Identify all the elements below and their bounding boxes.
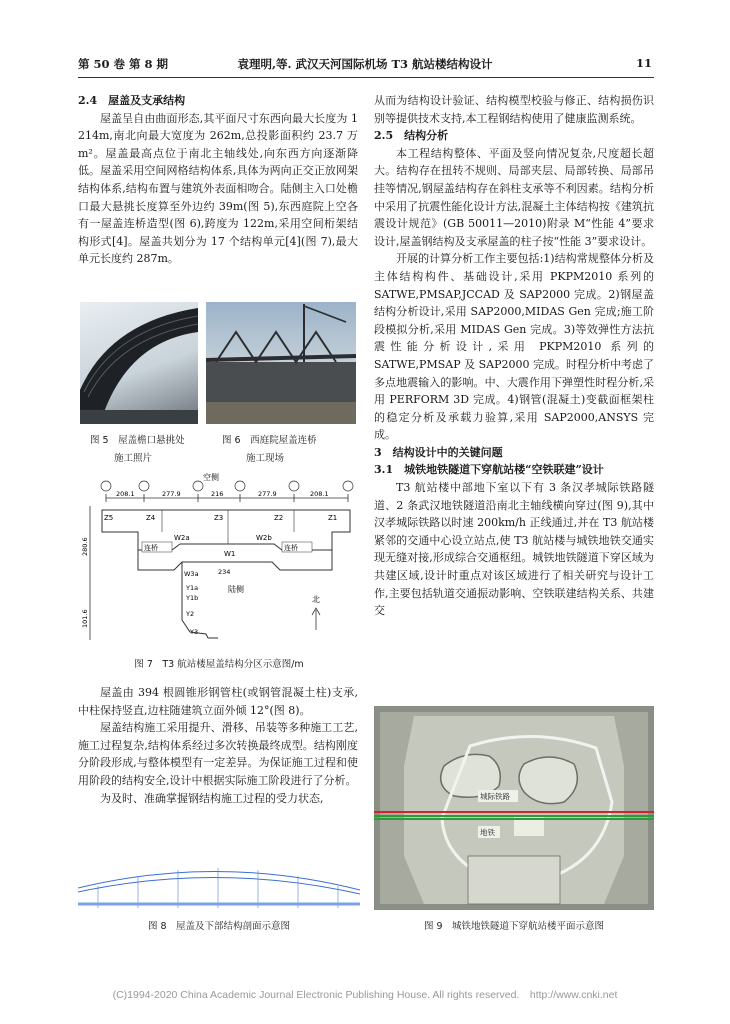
- figure-8-section-drawing: [78, 860, 360, 910]
- figure-5-caption: 图 5 屋盖檐口悬挑处 施工照片: [90, 435, 185, 464]
- left-column-top: [78, 92, 358, 268]
- figure-5-photo: [80, 302, 198, 424]
- unit-W2b: W2b: [256, 534, 272, 542]
- figure-6-caption: 图 6 西庭院屋盖连桥 施工现场: [222, 435, 317, 464]
- unit-Z3: Z3: [214, 514, 224, 522]
- paragraph-software: 开展的计算分析工作主要包括:1)结构常规整体分析及主体结构构件、基础设计,采用 PKPM2010 系列的 SATWE,PMSAP,JCCAD 及 SAP2000 完成。2)钢屋盖结构分析设计,采用 SAP2000,MIDAS Gen 完成;施工阶段模拟分析,采用 MIDAS Gen 完成。3)等效弹性方法抗震性能分析设计,采用 PKPM2010 系列的 SATWE,PMSAP 及 SAP2000 完成。时程分析中考虑了多点地震输入的影响。中、大震作用下弹塑性时程分析,采用 PERFORM 3D 完成。4)钢管(混凝土)变截面框架柱的稳定分析及承载力验算,采用 SAP2000,ANSYS 完成。: [374, 252, 654, 442]
- unit-W1: W1: [224, 550, 236, 558]
- paragraph-monitoring-cont: 从而为结构设计验证、结构模型校验与修正、结构损伤识别等提供技术支持,本工程钢结构使用了健康监测系统。: [374, 94, 654, 125]
- figure-7-diagram: [78, 470, 360, 648]
- figure-9-caption: 图 9 城铁地铁隧道下穿航站楼平面示意图: [423, 921, 605, 932]
- journal-volume: 第 50 卷 第 8 期: [78, 57, 169, 71]
- figure-8-caption: 图 8 屋盖及下部结构剖面示意图: [147, 921, 291, 932]
- airside-label: 空侧: [203, 473, 219, 482]
- copyright-footer: (C)1994-2020 China Academic Journal Electronic Publishing House. All rights reserved. http://www.cnki.net: [112, 989, 618, 1001]
- dim-2: 277.9: [162, 490, 181, 498]
- dim-3: 216: [211, 490, 224, 498]
- paragraph-construction: 屋盖结构施工采用提升、滑移、吊装等多种施工工艺,施工过程复杂,结构体系经过多次转换最终成型。结构刚度分阶段形成,与整体模型有一定差异。为保证施工过程和使用阶段的结构安全,设计中根据实际施工阶段进行了分析。: [78, 721, 358, 787]
- roof-outline-airside: [102, 510, 350, 550]
- dim-5: 208.1: [310, 490, 329, 498]
- unit-Y3: Y3: [190, 628, 199, 636]
- section-heading-2-5: 2.5 结构分析: [374, 129, 449, 143]
- dim-1: 208.1: [116, 490, 135, 498]
- right-column: [374, 92, 654, 620]
- unit-W2a: W2a: [174, 534, 190, 542]
- unit-Z1: Z1: [328, 514, 338, 522]
- rail-label: 城际铁路: [480, 792, 510, 801]
- header-rule: [78, 77, 654, 78]
- section-heading-3: 3 结构设计中的关键问题: [374, 445, 503, 459]
- section-heading-3-1: 3.1 城铁地铁隧道下穿航站楼“空铁联建”设计: [374, 463, 604, 477]
- figure-9-plan: [374, 706, 654, 910]
- paragraph-columns: 屋盖由 394 根圆锥形钢管柱(或钢管混凝土柱)支承,中柱保持竖直,边柱随建筑立面外倾 12°(图 8)。: [78, 686, 358, 717]
- landside-label: 陆侧: [228, 585, 244, 594]
- paragraph-tunnels: T3 航站楼中部地下室以下有 3 条汉孝城际铁路隧道、2 条武汉地铁隧道沿南北主轴线横向穿过(图 9),其中汉孝城际铁路以时速 200km/h 正线通过,并在 T3 航站楼紧邻的交通中心设立站点,使 T3 航站楼与城铁地铁交通实现无缝对接,形成综合交通枢纽。城铁地铁隧道下穿区域为共建区域,设计时重点对该区域进行了相关研究与设计工作,主要包括轨道交通振动影响、空铁联建结构关系、共建交: [374, 481, 654, 618]
- unit-Y2: Y2: [186, 610, 195, 618]
- paragraph-monitoring: 为及时、准确掌握钢结构施工过程的受力状态,: [100, 791, 324, 805]
- bridge-construction-illustration: [206, 302, 356, 424]
- section-heading-2-4: 2.4 屋盖及支承结构: [78, 94, 186, 107]
- metro-label: 地铁: [480, 828, 495, 837]
- bridge-label-east: 连桥: [284, 544, 298, 552]
- unit-W3a: W3a: [184, 570, 199, 578]
- unit-Y1a: Y1a: [186, 584, 199, 592]
- figure-7-caption: 图 7 T3 航站楼屋盖结构分区示意图/m: [134, 659, 304, 670]
- unit-Z5: Z5: [104, 514, 114, 522]
- roof-eave-illustration: [80, 302, 198, 424]
- running-title: 袁理明,等. 武汉天河国际机场 T3 航站楼结构设计: [237, 57, 493, 71]
- unit-Y1b: Y1b: [186, 594, 199, 602]
- dim-4: 277.9: [258, 490, 277, 498]
- paragraph-analysis: 本工程结构整体、平面及竖向情况复杂,尺度超长超大。结构存在扭转不规则、局部夹层、局部转换、局部吊挂等情况,钢屋盖结构存在斜柱支承等不利因素。结构分析中采用了抗震性能化设计方法,混凝土主体结构按《建筑抗震设计规范》(GB 50011—2010)附录 M“性能 4”要求设计,屋盖钢结构及支承屋盖的柱子按“性能 3”要求设计。: [374, 146, 654, 248]
- unit-Z2: Z2: [274, 514, 284, 522]
- left-column-bottom: [78, 684, 358, 807]
- side-dim-1: 280.6: [81, 537, 89, 556]
- paragraph-roof: 屋盖呈自由曲面形态,其平面尺寸东西向最大长度为 1 214m,南北向最大宽度为 262m,总投影面积约 23.7 万 m²。屋盖最高点位于南北主轴线处,向东西方向逐渐降低。屋盖采用空间网格结构体系,具体为两向正交正放网架结构体系,结构布置与建筑外表面相吻合。陆侧主入口处檐口最大悬挑长度算至外边约 39m(图 5),东西庭院上空各有一屋盖连桥造型(图 6),跨度为 122m,采用空间桁架结构形式[4]。屋盖共划分为 17 个结构单元[4](图 7),最大单元长度约 287m。: [78, 111, 358, 266]
- side-dim-2: 101.6: [81, 609, 89, 628]
- page-number: 11: [636, 56, 653, 70]
- north-arrow-icon: [312, 608, 320, 630]
- figure-6-photo: [206, 302, 356, 424]
- unit-Z4: Z4: [146, 514, 156, 522]
- bridge-label-west: 连桥: [144, 544, 158, 552]
- north-arrow-label: 北: [312, 595, 320, 604]
- mid-dim: 234: [218, 568, 231, 576]
